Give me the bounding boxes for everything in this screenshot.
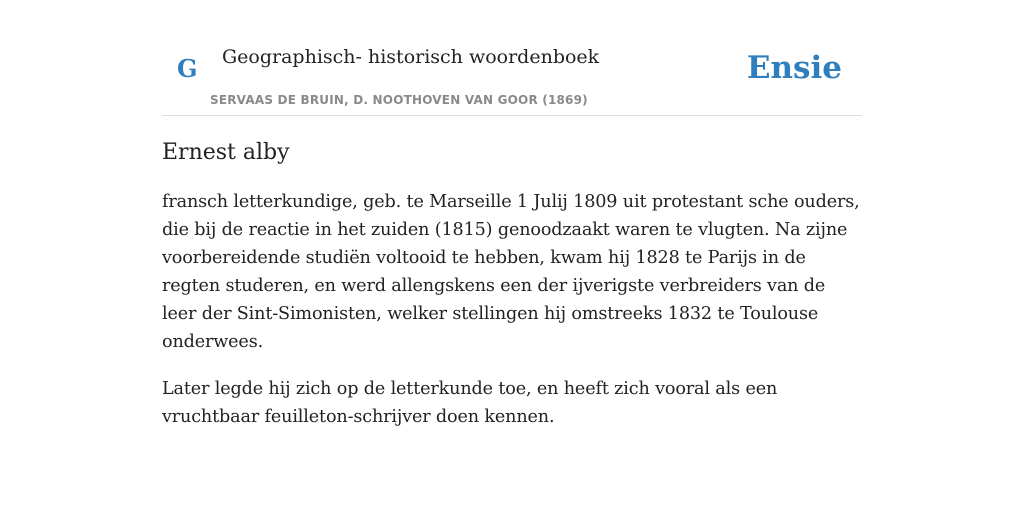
- entry-body: [162, 188, 862, 431]
- book-authors: SERVAAS DE BRUIN, D. NOOTHOVEN VAN GOOR (1869): [210, 93, 588, 107]
- entry-paragraph: Later legde hij zich op de letterkunde toe, en heeft zich vooral als een vruchtbaar feuilleton-schrijver doen kennen.: [162, 379, 778, 427]
- page: [162, 0, 862, 431]
- book-title[interactable]: Geographisch- historisch woordenboek: [222, 46, 600, 68]
- book-logo-letter[interactable]: G: [177, 54, 198, 83]
- entry-paragraph: fransch letterkundige, geb. te Marseille 1 Julij 1809 uit protestant sche ouders, die bij de reactie in het zuiden (1815) genoodzaakt waren te vlugten. Na zijne voorbereidende studiën voltooid te hebben, kwam hij 1828 te Parijs in de regten studeren, en werd allengskens een der ijverigste verbreiders van de leer der Sint-Simonisten, welker stellingen hij omstreeks 1832 te Toulouse onderwees.: [162, 192, 860, 352]
- ensie-logo-link[interactable]: Ensie: [746, 50, 842, 86]
- book-header: [162, 40, 862, 116]
- entry-title: Ernest alby: [162, 140, 290, 165]
